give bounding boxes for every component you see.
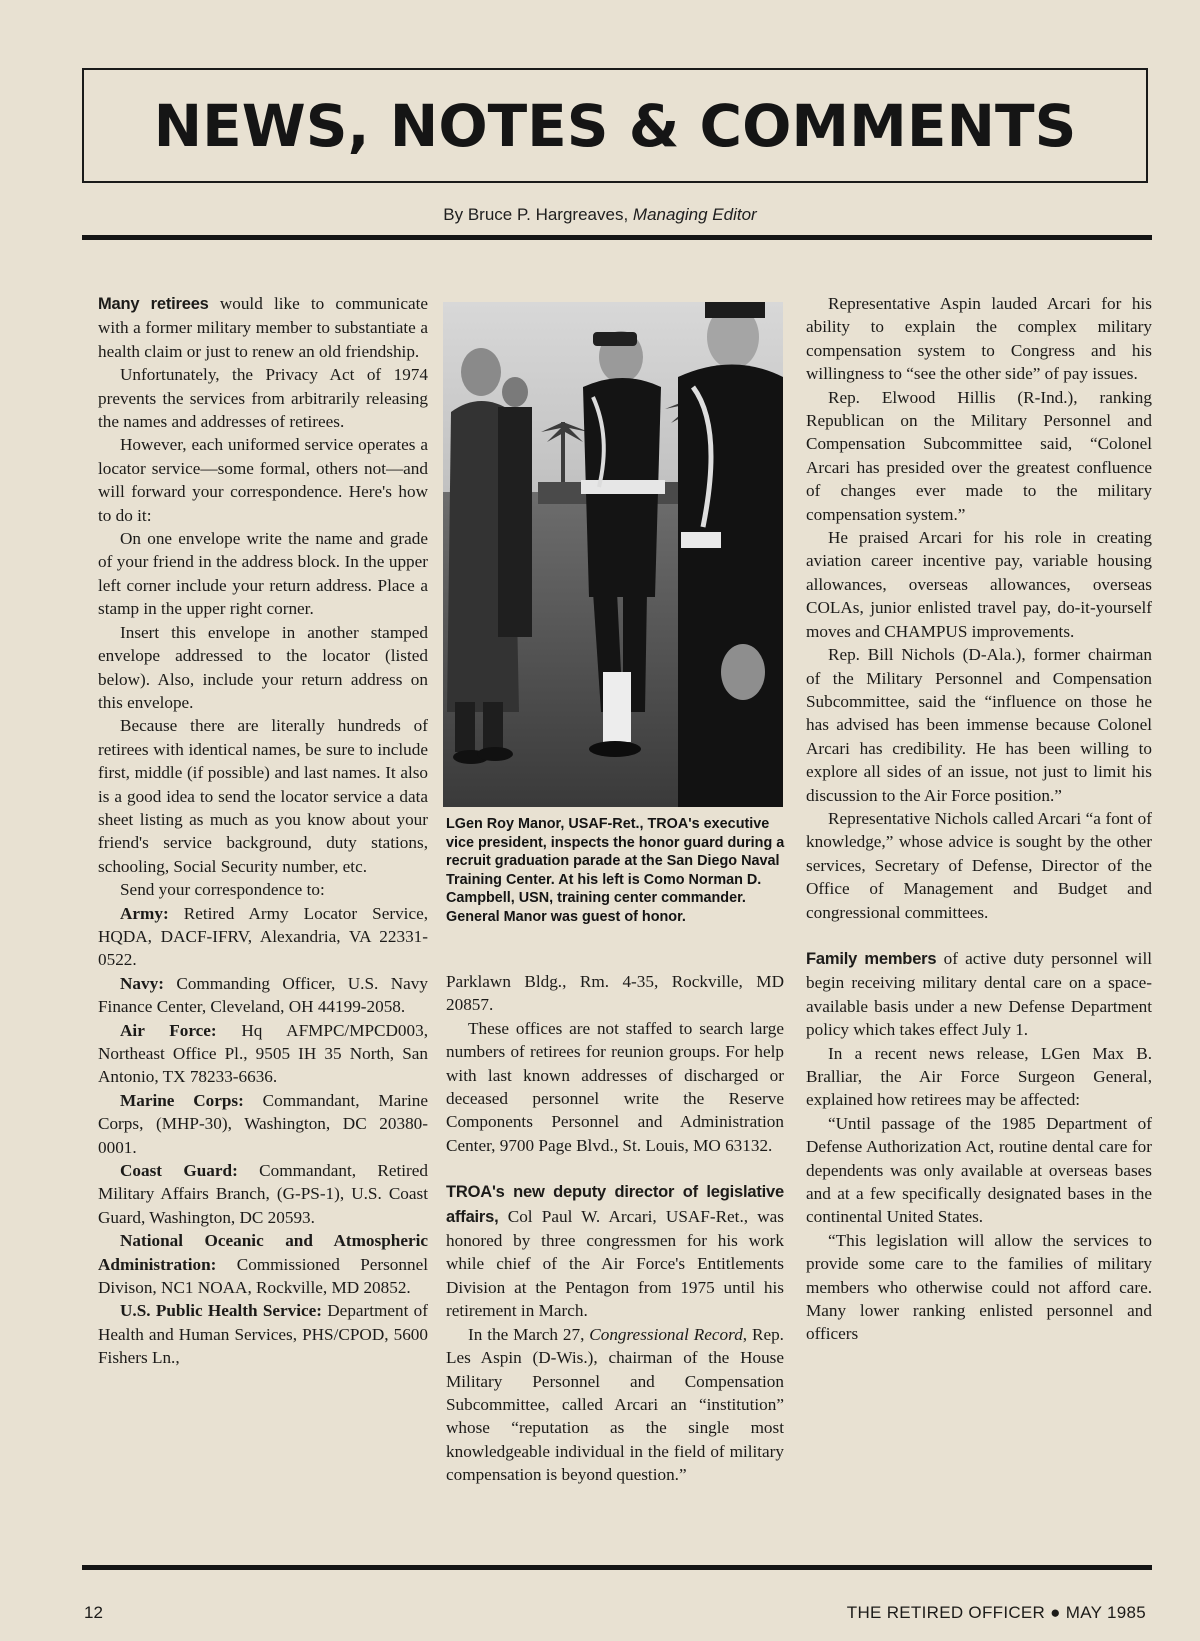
paragraph: In the March 27, Congressional Record, Rep. Les Aspin (D-Wis.), chairman of the House Military Personnel and Compensation Subcommittee, called Arcari an “institution” whose “reputation as the single most knowledgeable individual in the field of military compensation is beyond question.” (446, 1324, 784, 1485)
address-entry: U.S. Public Health Service: Department of Health and Human Services, PHS/CPOD, 5600 Fishers Ln., (98, 1301, 428, 1368)
column-left (98, 292, 428, 1370)
top-rule (82, 235, 1152, 240)
paragraph: Because there are literally hundreds of retirees with identical names, be sure to include first, middle (if possible) and last names. It also is a good idea to send the locator service a data sheet listing as much as you know about your friend's service background, duty stations, schooling, Social Security number, etc. (98, 716, 428, 876)
paragraph: TROA's new deputy director of legislative affairs, Col Paul W. Arcari, USAF-Ret., was honored by three congressmen for his work while chief of the Air Force's Entitlements Division at the Pentagon from 1975 until his retirement in March. (446, 1183, 784, 1321)
photo-caption: LGen Roy Manor, USAF-Ret., TROA's executive vice president, inspects the honor guard during a recruit graduation parade at the San Diego Naval Training Center. At his left is Como Norman D. Campbell, USN, training center commander. General Manor was guest of honor. (446, 816, 785, 925)
paragraph: In a recent news release, LGen Max B. Bralliar, the Air Force Surgeon General, explained how retirees may be affected: (806, 1043, 1152, 1110)
lead-in: TROA's new deputy director of legislative affairs, (446, 1183, 784, 1226)
publication-footer (847, 1603, 1146, 1623)
address-entry: Coast Guard: Commandant, Retired Military Affairs Branch, (G-PS-1), U.S. Coast Guard, Washington, DC 20593. (98, 1161, 428, 1227)
paragraph: Many retirees would like to communicate with a former military member to substantiate a health claim or just to renew an old friendship. (98, 294, 428, 361)
column-middle (446, 970, 784, 1487)
honor-guard-photo (443, 302, 783, 807)
paragraph: Unfortunately, the Privacy Act of 1974 prevents the services from arbitrarily releasing the names and addresses of retirees. (98, 365, 428, 432)
bullet-icon: ● (1050, 1603, 1061, 1622)
paragraph: On one envelope write the name and grade of your friend in the address block. In the upper left corner include your return address. Place a stamp in the upper right corner. (98, 529, 428, 619)
paragraph: Family members of active duty personnel will begin receiving military dental care on a space-available basis under a new Defense Department policy which takes effect July 1. (806, 948, 1152, 1040)
agency-name: U.S. Public Health Service: (120, 1301, 322, 1321)
agency-name: Marine Corps: (120, 1090, 244, 1110)
lead-in: Many retirees (98, 295, 209, 313)
photo-illustration (443, 302, 783, 807)
paragraph: Parklawn Bldg., Rm. 4-35, Rockville, MD 20857. (446, 972, 784, 1015)
lead-in: Family members (806, 949, 937, 968)
address-entry: Navy: Commanding Officer, U.S. Navy Finance Center, Cleveland, OH 44199-2058. (98, 973, 428, 1017)
byline-role: Managing Editor (632, 205, 757, 224)
byline (0, 205, 1200, 225)
paragraph: However, each uniformed service operates a locator service—some formal, others not—and will forward your correspondence. Here's how to do it: (98, 435, 428, 525)
agency-name: Coast Guard: (120, 1161, 238, 1181)
paragraph: He praised Arcari for his role in creating aviation career incentive pay, variable housing allowances, overseas allowances, overseas COLAs, junior enlisted travel pay, do-it-yourself moves and CHAMPUS improvements. (806, 528, 1152, 641)
paragraph: Representative Nichols called Arcari “a font of knowledge,” whose advice is sought by the other services, Secretary of Defense, Director of the Office of Management and Budget and congressional committees. (806, 808, 1152, 922)
paragraph: Insert this envelope in another stamped envelope addressed to the locator (listed below). Also, include your return address on this envelope. (98, 622, 428, 712)
agency-name: Navy: (120, 973, 164, 993)
address-entry: National Oceanic and Atmospheric Administration: Commissioned Personnel Divison, NC1 NOAA, Rockville, MD 20852. (98, 1231, 428, 1298)
page-title: NEWS, NOTES & COMMENTS (153, 91, 1077, 160)
address-entry: Army: Retired Army Locator Service, HQDA, DACF-IFRV, Alexandria, VA 22331-0522. (98, 903, 428, 970)
paragraph: Representative Aspin lauded Arcari for his ability to explain the complex military compensation system to Congress and his willingness to “see the other side” of pay issues. (806, 294, 1152, 384)
agency-name: Air Force: (120, 1020, 217, 1040)
agency-name: Army: (120, 903, 169, 923)
address-entry: Air Force: Hq AFMPC/MPCD003, Northeast Office Pl., 9505 IH 35 North, San Antonio, TX 78233-6636. (98, 1020, 429, 1087)
paragraph: “Until passage of the 1985 Department of Defense Authorization Act, routine dental care for dependents was only available at overseas bases and at a few specifically designated bases in the continental United States. (806, 1113, 1152, 1227)
paragraph: Send your correspondence to: (120, 880, 325, 900)
publication-title: THE RETIRED OFFICER (846, 1603, 1046, 1622)
figure-sailor (678, 302, 783, 807)
byline-author: By Bruce P. Hargreaves, (443, 205, 629, 224)
column-right (806, 292, 1152, 1346)
paragraph: These offices are not staffed to search large numbers of retirees for reunion groups. For help with last known addresses of discharged or deceased personnel write the Reserve Components Personnel and Administration Center, 9700 Page Blvd., St. Louis, MO 63132. (446, 1018, 784, 1155)
address-entry: Marine Corps: Commandant, Marine Corps, (MHP-30), Washington, DC 20380-0001. (98, 1090, 428, 1157)
paragraph: Rep. Elwood Hillis (R-Ind.), ranking Republican on the Military Personnel and Compensation Subcommittee said, “Colonel Arcari has presided over the greatest confluence of changes ever made to the military compensation system.” (806, 387, 1152, 524)
paragraph: “This legislation will allow the services to provide some care to the families of military members who otherwise could not afford care. Many lower ranking enlisted personnel and officers (806, 1230, 1152, 1344)
publication-name: Congressional Record (589, 1324, 743, 1344)
masthead (82, 68, 1148, 183)
issue-date: MAY 1985 (1065, 1603, 1146, 1622)
paragraph: Rep. Bill Nichols (D-Ala.), former chairman of the Military Personnel and Compensation Subcommittee, said the “influence on those he has advised has been immense because Colonel Arcari has credibility. He has been willing to explore all sides of an issue, not just to limit his discussion to the Air Force position.” (806, 645, 1152, 805)
page-number: 12 (84, 1603, 103, 1622)
bottom-rule (82, 1565, 1152, 1570)
agency-name: National Oceanic and Atmospheric Administration: (98, 1231, 428, 1274)
